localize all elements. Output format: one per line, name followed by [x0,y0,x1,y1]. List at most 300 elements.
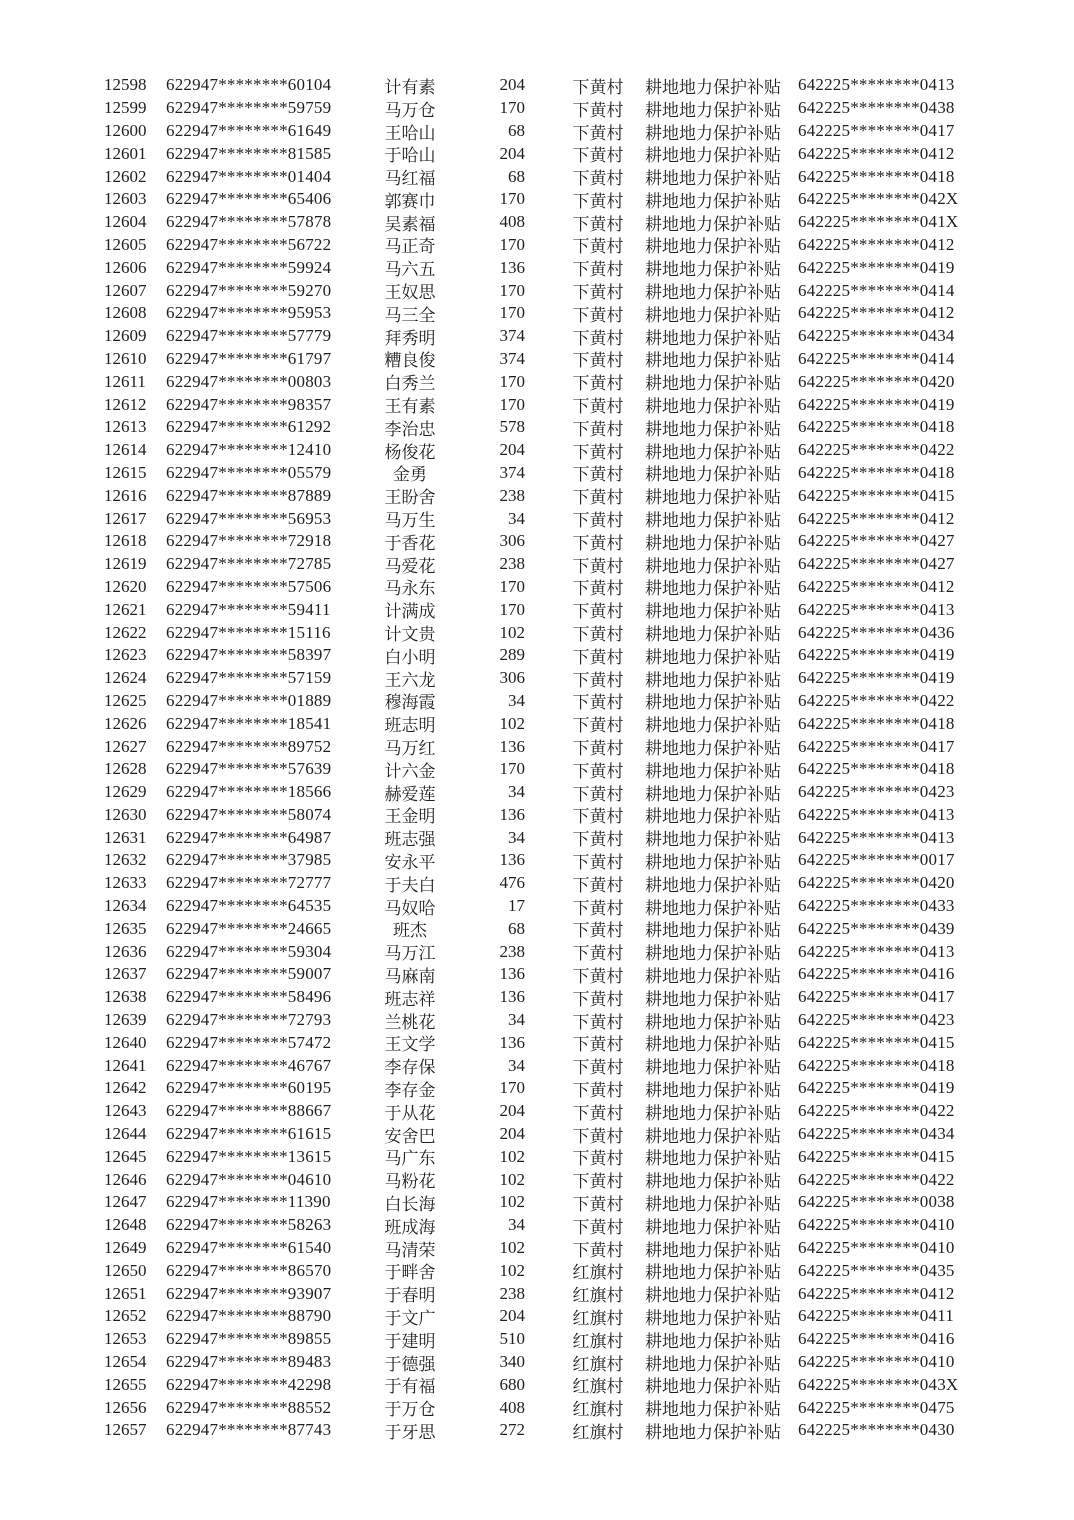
row-number: 12613 [104,417,147,437]
payee-name: 李存保 [384,1058,436,1078]
row-number: 12604 [104,212,147,232]
village: 红旗村 [572,1263,624,1283]
table-row [0,917,1074,940]
amount: 204 [499,1124,525,1144]
id-number-masked: 642225********0412 [798,303,955,323]
village: 下黄村 [572,602,624,622]
subsidy-type: 耕地地力保护补贴 [645,397,781,417]
id-number-masked: 642225********0415 [798,1146,955,1166]
id-number-masked: 642225********0416 [798,1329,955,1349]
bank-card-masked: 622947********11390 [166,1192,331,1212]
village: 下黄村 [572,761,624,781]
payee-name: 于香花 [384,533,436,553]
subsidy-type: 耕地地力保护补贴 [645,169,781,189]
amount: 136 [499,964,525,984]
amount: 170 [499,280,525,300]
id-number-masked: 642225********0418 [798,417,955,437]
row-number: 12624 [104,668,147,688]
village: 下黄村 [572,465,624,485]
amount: 102 [499,1260,525,1280]
id-number-masked: 642225********0419 [798,668,955,688]
village: 下黄村 [572,328,624,348]
row-number: 12642 [104,1078,147,1098]
bank-card-masked: 622947********18566 [166,782,332,802]
payee-name: 计文贵 [384,625,436,645]
payee-name: 王金明 [384,807,436,827]
bank-card-masked: 622947********13615 [166,1146,332,1166]
subsidy-type: 耕地地力保护补贴 [645,761,781,781]
bank-card-masked: 622947********57472 [166,1032,332,1052]
payee-name: 马清荣 [384,1240,436,1260]
id-number-masked: 642225********0412 [798,576,955,596]
id-number-masked: 642225********0419 [798,1078,955,1098]
subsidy-table [0,74,1074,1442]
subsidy-type: 耕地地力保护补贴 [645,1194,781,1214]
row-number: 12625 [104,690,147,710]
subsidy-type: 耕地地力保护补贴 [645,1240,781,1260]
village: 下黄村 [572,260,624,280]
row-number: 12617 [104,508,147,528]
payee-name: 于哈山 [384,146,436,166]
village: 下黄村 [572,77,624,97]
id-number-masked: 642225********0418 [798,166,955,186]
table-row [0,1305,1074,1328]
row-number: 12600 [104,120,147,140]
village: 下黄村 [572,556,624,576]
subsidy-type: 耕地地力保护补贴 [645,944,781,964]
table-row [0,462,1074,485]
row-number: 12632 [104,850,147,870]
row-number: 12616 [104,485,147,505]
id-number-masked: 642225********0418 [798,713,955,733]
row-number: 12656 [104,1397,147,1417]
payee-name: 白秀兰 [384,374,436,394]
amount: 34 [508,1215,525,1235]
amount: 170 [499,303,525,323]
table-row [0,1009,1074,1032]
subsidy-type: 耕地地力保护补贴 [645,305,781,325]
payee-name: 于德强 [384,1354,436,1374]
bank-card-masked: 622947********57878 [166,212,332,232]
table-row [0,621,1074,644]
row-number: 12628 [104,759,147,779]
village: 下黄村 [572,716,624,736]
row-number: 12635 [104,918,147,938]
bank-card-masked: 622947********65406 [166,189,332,209]
village: 下黄村 [572,237,624,257]
row-number: 12623 [104,645,147,665]
table-row [0,758,1074,781]
amount: 68 [508,166,525,186]
id-number-masked: 642225********0417 [798,120,955,140]
payee-name: 于夫白 [384,875,436,895]
village: 红旗村 [572,1286,624,1306]
payee-name: 班成海 [384,1217,436,1237]
subsidy-type: 耕地地力保护补贴 [645,191,781,211]
amount: 272 [499,1420,525,1440]
bank-card-masked: 622947********05579 [166,462,332,482]
amount: 680 [499,1374,525,1394]
payee-name: 计六金 [384,761,436,781]
village: 下黄村 [572,374,624,394]
bank-card-masked: 622947********58397 [166,645,332,665]
amount: 136 [499,257,525,277]
subsidy-type: 耕地地力保护补贴 [645,898,781,918]
amount: 170 [499,599,525,619]
id-number-masked: 642225********0412 [798,1283,955,1303]
payee-name: 白小明 [384,647,436,667]
row-number: 12634 [104,896,147,916]
subsidy-type: 耕地地力保护补贴 [645,1012,781,1032]
village: 下黄村 [572,511,624,531]
subsidy-type: 耕地地力保护补贴 [645,1308,781,1328]
row-number: 12649 [104,1238,147,1258]
village: 红旗村 [572,1354,624,1374]
amount: 102 [499,1192,525,1212]
subsidy-type: 耕地地力保护补贴 [645,1263,781,1283]
amount: 306 [499,531,525,551]
table-row [0,1259,1074,1282]
row-number: 12643 [104,1101,147,1121]
village: 下黄村 [572,989,624,1009]
table-row [0,895,1074,918]
subsidy-type: 耕地地力保护补贴 [645,1400,781,1420]
id-number-masked: 642225********0430 [798,1420,955,1440]
payee-name: 马粉花 [384,1172,436,1192]
id-number-masked: 642225********0433 [798,896,955,916]
payee-name: 于文广 [384,1308,436,1328]
row-number: 12638 [104,987,147,1007]
payee-name: 王文学 [384,1035,436,1055]
row-number: 12622 [104,622,147,642]
subsidy-type: 耕地地力保护补贴 [645,693,781,713]
bank-card-masked: 622947********72918 [166,531,332,551]
subsidy-type: 耕地地力保护补贴 [645,784,781,804]
amount: 170 [499,189,525,209]
bank-card-masked: 622947********59759 [166,98,332,118]
payee-name: 马万红 [384,739,436,759]
id-number-masked: 642225********041X [798,212,959,232]
bank-card-masked: 622947********58496 [166,987,332,1007]
village: 下黄村 [572,305,624,325]
subsidy-type: 耕地地力保护补贴 [645,1058,781,1078]
bank-card-masked: 622947********61292 [166,417,332,437]
table-row [0,484,1074,507]
amount: 136 [499,1032,525,1052]
subsidy-type: 耕地地力保护补贴 [645,123,781,143]
id-number-masked: 642225********0436 [798,622,955,642]
village: 下黄村 [572,351,624,371]
payee-name: 王哈山 [384,123,436,143]
amount: 306 [499,668,525,688]
id-number-masked: 642225********0417 [798,736,955,756]
village: 下黄村 [572,1149,624,1169]
bank-card-masked: 622947********88790 [166,1306,332,1326]
bank-card-masked: 622947********59411 [166,599,331,619]
subsidy-type: 耕地地力保护补贴 [645,602,781,622]
bank-card-masked: 622947********61615 [166,1124,332,1144]
amount: 102 [499,1169,525,1189]
village: 下黄村 [572,647,624,667]
id-number-masked: 642225********043X [798,1374,959,1394]
table-row [0,1419,1074,1442]
table-row [0,234,1074,257]
payee-name: 马正奇 [384,237,436,257]
payee-name: 金勇 [393,465,427,485]
amount: 170 [499,1078,525,1098]
amount: 204 [499,143,525,163]
row-number: 12640 [104,1032,147,1052]
table-row [0,1373,1074,1396]
subsidy-type: 耕地地力保护补贴 [645,1172,781,1192]
row-number: 12645 [104,1146,147,1166]
subsidy-type: 耕地地力保护补贴 [645,716,781,736]
payee-name: 于万仓 [384,1400,436,1420]
village: 下黄村 [572,875,624,895]
table-row [0,1077,1074,1100]
table-row [0,1237,1074,1260]
subsidy-type: 耕地地力保护补贴 [645,351,781,371]
subsidy-type: 耕地地力保护补贴 [645,488,781,508]
bank-card-masked: 622947********37985 [166,850,332,870]
row-number: 12599 [104,98,147,118]
payee-name: 班志强 [384,830,436,850]
bank-card-masked: 622947********58074 [166,804,332,824]
amount: 68 [508,120,525,140]
subsidy-type: 耕地地力保护补贴 [645,853,781,872]
row-number: 12609 [104,326,147,346]
table-row [0,211,1074,234]
village: 下黄村 [572,1240,624,1260]
id-number-masked: 642225********0427 [798,531,955,551]
payee-name: 班杰 [393,921,427,941]
bank-card-masked: 622947********01889 [166,690,332,710]
subsidy-type: 耕地地力保护补贴 [645,625,781,645]
payee-name: 王有素 [384,397,436,417]
row-number: 12653 [104,1329,147,1349]
table-row [0,1168,1074,1191]
table-row [0,576,1074,599]
id-number-masked: 642225********042X [798,189,959,209]
bank-card-masked: 622947********58263 [166,1215,332,1235]
row-number: 12606 [104,257,147,277]
id-number-masked: 642225********0419 [798,645,955,665]
village: 下黄村 [572,1058,624,1078]
subsidy-type: 耕地地力保护补贴 [645,807,781,827]
id-number-masked: 642225********0419 [798,257,955,277]
table-row [0,439,1074,462]
village: 下黄村 [572,830,624,850]
subsidy-type: 耕地地力保护补贴 [645,1331,781,1351]
table-row [0,781,1074,804]
id-number-masked: 642225********0423 [798,1010,955,1030]
subsidy-type: 耕地地力保护补贴 [645,1103,781,1123]
row-number: 12651 [104,1283,147,1303]
subsidy-type: 耕地地力保护补贴 [645,875,781,895]
table-row [0,849,1074,872]
table-row [0,393,1074,416]
row-number: 12630 [104,804,147,824]
id-number-masked: 642225********0427 [798,554,955,574]
amount: 170 [499,394,525,414]
bank-card-masked: 622947********98357 [166,394,332,414]
payee-name: 王盼舍 [384,488,436,508]
village: 下黄村 [572,1103,624,1123]
bank-card-masked: 622947********57506 [166,576,332,596]
amount: 374 [499,348,525,368]
payee-name: 马永东 [384,579,436,599]
bank-card-masked: 622947********56722 [166,234,332,254]
subsidy-type: 耕地地力保护补贴 [645,419,781,439]
table-row [0,986,1074,1009]
village: 下黄村 [572,123,624,143]
id-number-masked: 642225********0422 [798,1101,955,1121]
amount: 17 [508,896,525,916]
village: 下黄村 [572,488,624,508]
subsidy-type: 耕地地力保护补贴 [645,328,781,348]
table-row [0,690,1074,713]
bank-card-masked: 622947********72785 [166,554,332,574]
id-number-masked: 642225********0417 [798,987,955,1007]
table-row [0,530,1074,553]
village: 下黄村 [572,1080,624,1100]
id-number-masked: 642225********0434 [798,326,955,346]
row-number: 12631 [104,827,147,847]
id-number-masked: 642225********0422 [798,1169,955,1189]
payee-name: 马六五 [384,260,436,280]
village: 下黄村 [572,1035,624,1055]
subsidy-type: 耕地地力保护补贴 [645,670,781,690]
village: 下黄村 [572,784,624,804]
bank-card-masked: 622947********89483 [166,1352,332,1372]
subsidy-type: 耕地地力保护补贴 [645,647,781,667]
amount: 34 [508,1055,525,1075]
subsidy-type: 耕地地力保护补贴 [645,579,781,599]
id-number-masked: 642225********0418 [798,759,955,779]
id-number-masked: 642225********0418 [798,1055,955,1075]
bank-card-masked: 622947********88667 [166,1101,332,1121]
table-row [0,97,1074,120]
village: 下黄村 [572,739,624,759]
id-number-masked: 642225********0439 [798,918,955,938]
village: 下黄村 [572,1012,624,1032]
payee-name: 班志祥 [384,989,436,1009]
village: 下黄村 [572,625,624,645]
id-number-masked: 642225********0413 [798,941,955,961]
village: 下黄村 [572,397,624,417]
id-number-masked: 642225********0411 [798,1306,954,1326]
id-number-masked: 642225********0416 [798,964,955,984]
payee-name: 计有素 [384,77,436,97]
row-number: 12629 [104,782,147,802]
subsidy-type: 耕地地力保护补贴 [645,989,781,1009]
id-number-masked: 642225********0038 [798,1192,955,1212]
bank-card-masked: 622947********72777 [166,873,332,893]
amount: 204 [499,1306,525,1326]
payee-name: 于春明 [384,1286,436,1306]
row-number: 12605 [104,234,147,254]
village: 红旗村 [572,1400,624,1420]
amount: 170 [499,98,525,118]
row-number: 12641 [104,1055,147,1075]
id-number-masked: 642225********0435 [798,1260,955,1280]
bank-card-masked: 622947********59270 [166,280,332,300]
id-number-masked: 642225********0420 [798,873,955,893]
row-number: 12654 [104,1352,147,1372]
bank-card-masked: 622947********81585 [166,143,332,163]
subsidy-type: 耕地地力保护补贴 [645,442,781,462]
payee-name: 马三全 [384,305,436,325]
payee-name: 于有福 [384,1377,436,1397]
bank-card-masked: 622947********86570 [166,1260,332,1280]
id-number-masked: 642225********0412 [798,234,955,254]
id-number-masked: 642225********0418 [798,462,955,482]
subsidy-type: 耕地地力保护补贴 [645,283,781,303]
bank-card-masked: 622947********57779 [166,326,332,346]
id-number-masked: 642225********0438 [798,98,955,118]
subsidy-type: 耕地地力保护补贴 [645,1286,781,1306]
table-row [0,74,1074,97]
table-row [0,1328,1074,1351]
village: 下黄村 [572,1172,624,1192]
table-row [0,142,1074,165]
bank-card-masked: 622947********01404 [166,166,332,186]
row-number: 12648 [104,1215,147,1235]
bank-card-masked: 622947********61649 [166,120,332,140]
payee-name: 于建明 [384,1331,436,1351]
bank-card-masked: 622947********87889 [166,485,332,505]
bank-card-masked: 622947********46767 [166,1055,332,1075]
table-row [0,256,1074,279]
table-row [0,644,1074,667]
payee-name: 王奴思 [384,283,436,303]
subsidy-type: 耕地地力保护补贴 [645,739,781,759]
amount: 170 [499,576,525,596]
bank-card-masked: 622947********18541 [166,713,332,733]
village: 下黄村 [572,169,624,189]
amount: 204 [499,75,525,95]
amount: 34 [508,690,525,710]
village: 下黄村 [572,853,624,872]
id-number-masked: 642225********0410 [798,1352,955,1372]
table-row [0,1054,1074,1077]
amount: 408 [499,1397,525,1417]
row-number: 12607 [104,280,147,300]
village: 下黄村 [572,533,624,553]
row-number: 12611 [104,371,146,391]
bank-card-masked: 622947********00803 [166,371,332,391]
row-number: 12615 [104,462,147,482]
subsidy-type: 耕地地力保护补贴 [645,966,781,986]
table-row [0,1100,1074,1123]
row-number: 12626 [104,713,147,733]
row-number: 12639 [104,1010,147,1030]
bank-card-masked: 622947********89752 [166,736,332,756]
payee-name: 马爱花 [384,556,436,576]
amount: 136 [499,850,525,870]
id-number-masked: 642225********0413 [798,75,955,95]
row-number: 12619 [104,554,147,574]
village: 下黄村 [572,442,624,462]
amount: 34 [508,508,525,528]
payee-name: 穆海霞 [384,693,436,713]
village: 下黄村 [572,419,624,439]
table-row [0,667,1074,690]
village: 下黄村 [572,191,624,211]
amount: 34 [508,827,525,847]
amount: 170 [499,371,525,391]
id-number-masked: 642225********0420 [798,371,955,391]
